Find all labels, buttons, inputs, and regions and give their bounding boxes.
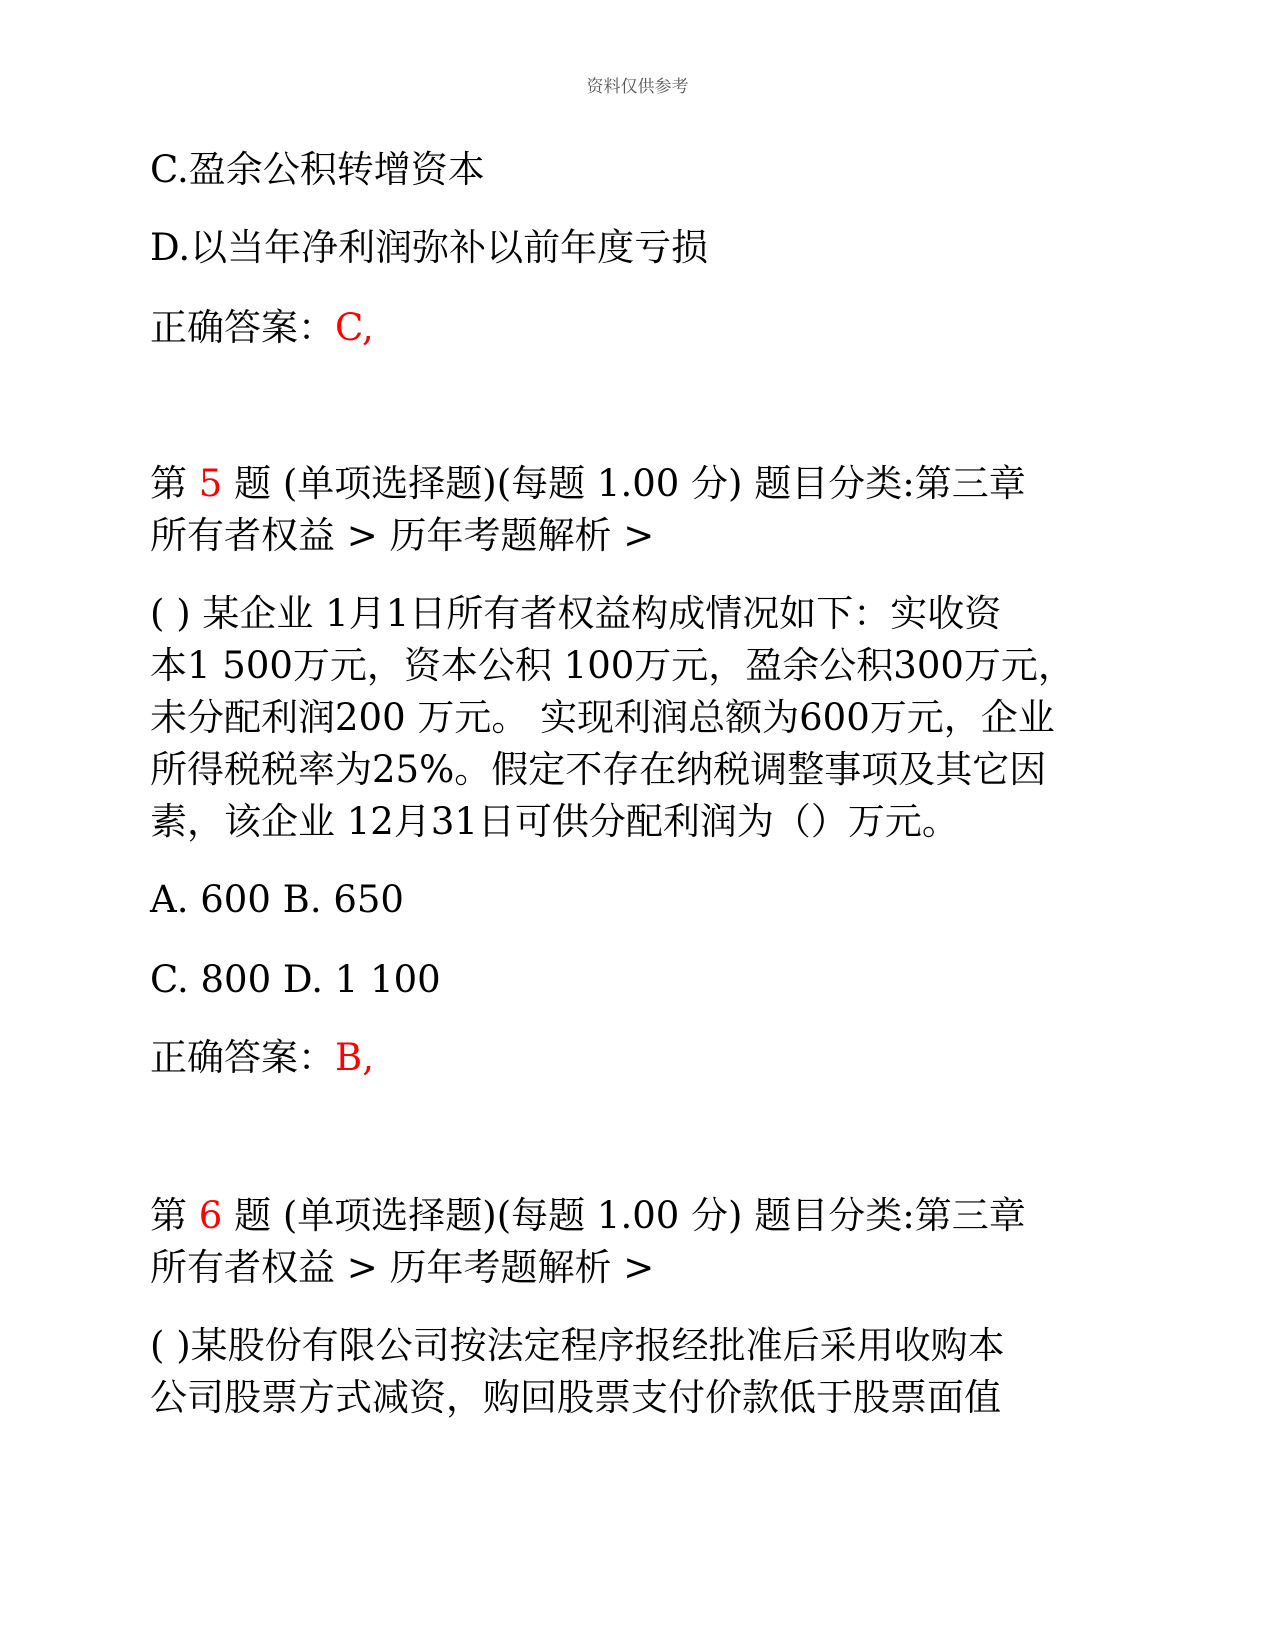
answer-label: 正确答案：	[150, 306, 335, 349]
answer-line	[150, 1036, 374, 1080]
answer-line	[150, 306, 374, 350]
question-6-stem-line: 公司股票方式减资，购回股票支付价款低于股票面值	[150, 1376, 1001, 1419]
question-6-stem-line: ( )某股份有限公司按法定程序报经批准后采用收购本	[150, 1324, 1005, 1367]
question-5-category: 所有者权益 > 历年考题解析 >	[150, 514, 655, 557]
question-prefix: 第	[150, 462, 187, 505]
question-5-stem-line: 本1 500万元，资本公积 100万元，盈余公积300万元，	[150, 644, 1075, 687]
question-5-stem-line: 素，该企业 12月31日可供分配利润为（）万元。	[150, 800, 959, 843]
option-c: C.盈余公积转增资本	[150, 148, 485, 191]
question-5-options-ab: A. 600 B. 650	[150, 878, 404, 921]
answer-value: B,	[335, 1036, 374, 1079]
question-prefix: 第	[150, 1194, 187, 1237]
question-5-options-cd: C. 800 D. 1 100	[150, 958, 441, 1001]
question-6-category: 所有者权益 > 历年考题解析 >	[150, 1246, 655, 1289]
question-6-header	[150, 1194, 1026, 1238]
question-5-stem-line: ( ) 某企业 1月1日所有者权益构成情况如下：实收资	[150, 592, 1002, 635]
question-header-rest: 题 (单项选择题)(每题 1.00 分) 题目分类:第三章	[234, 462, 1026, 505]
question-5-header	[150, 462, 1026, 506]
option-d: D.以当年净利润弥补以前年度亏损	[150, 226, 709, 269]
answer-value: C,	[335, 306, 374, 349]
question-number: 5	[198, 462, 223, 505]
question-5-stem-line: 未分配利润200 万元。 实现利润总额为600万元，企业	[150, 696, 1055, 739]
page-header: 资料仅供参考	[586, 77, 689, 97]
question-number: 6	[198, 1194, 223, 1237]
answer-label: 正确答案：	[150, 1036, 335, 1079]
question-5-stem-line: 所得税税率为25%。假定不存在纳税调整事项及其它因	[150, 748, 1047, 791]
question-header-rest: 题 (单项选择题)(每题 1.00 分) 题目分类:第三章	[234, 1194, 1026, 1237]
